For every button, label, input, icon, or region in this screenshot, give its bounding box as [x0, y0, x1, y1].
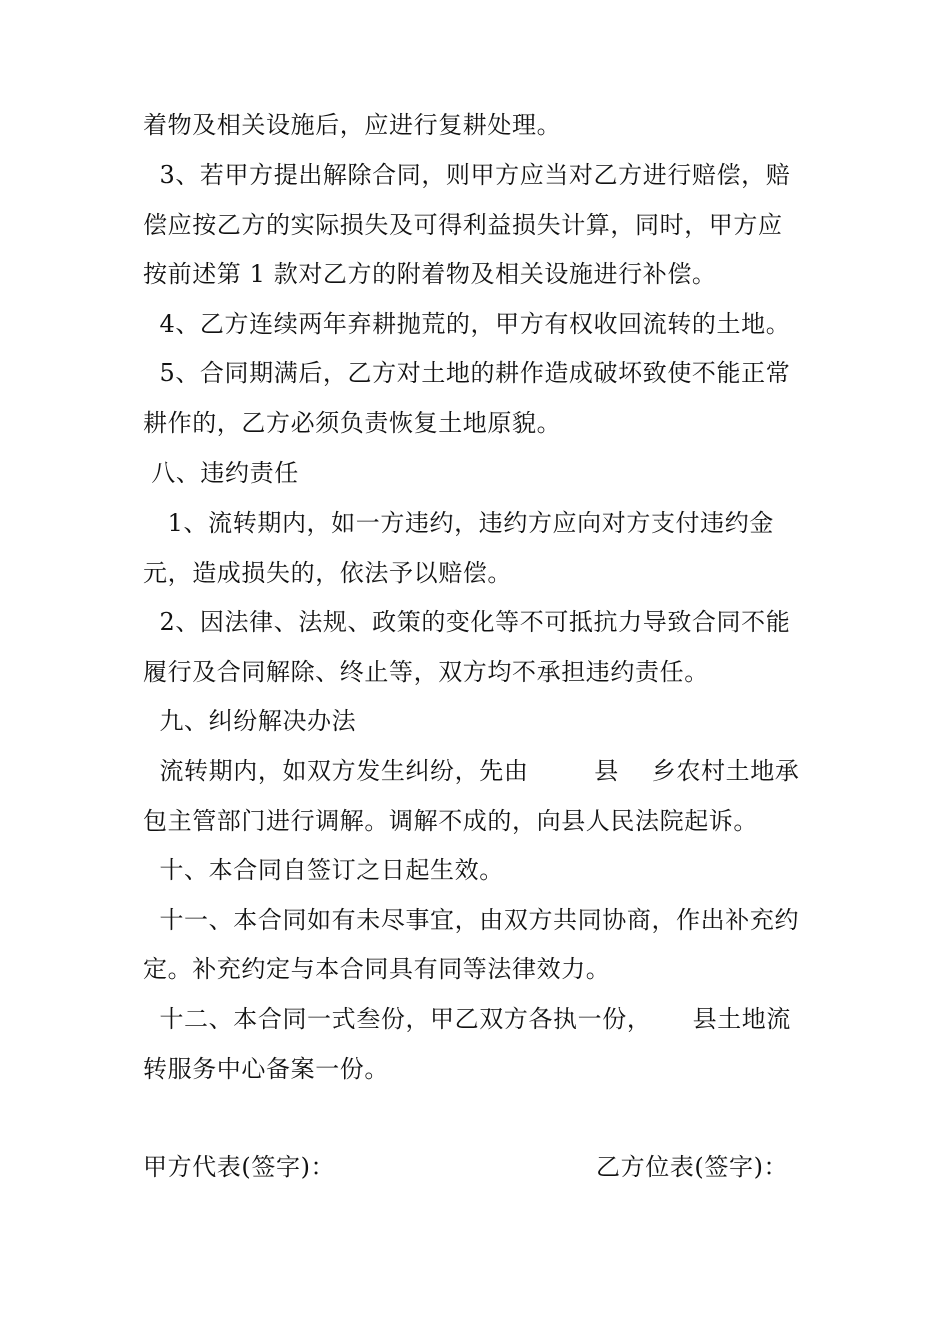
- party-a-signature-label: 甲方代表(签字)：: [143, 1153, 336, 1181]
- paragraph-line: 3、若甲方提出解除合同，则甲方应当对乙方进行赔偿，赔: [143, 161, 791, 189]
- section-heading: 九、纠纷解决办法: [143, 707, 357, 735]
- paragraph-line: 十一、本合同如有未尽事宜，由双方共同协商，作出补充约: [143, 906, 800, 934]
- paragraph-line: 耕作的，乙方必须负责恢复土地原貌。: [143, 409, 562, 437]
- paragraph-line: 1、流转期内，如一方违约，违约方应向对方支付违约金: [143, 509, 774, 537]
- section-heading: 八、违约责任: [143, 459, 299, 487]
- paragraph-line: 4、乙方连续两年弃耕抛荒的，甲方有权收回流转的土地。: [143, 310, 791, 338]
- paragraph-line: 流转期内，如双方发生纠纷，先由 县 乡农村土地承: [143, 757, 800, 785]
- paragraph-line: 履行及合同解除、终止等，双方均不承担违约责任。: [143, 658, 709, 686]
- paragraph-line: 着物及相关设施后，应进行复耕处理。: [143, 111, 562, 139]
- party-b-signature-label: 乙方位表(签字)：: [596, 1153, 789, 1181]
- paragraph-line: 十二、本合同一式叁份，甲乙双方各执一份， 县土地流: [143, 1005, 792, 1033]
- paragraph-line: 十、本合同自签订之日起生效。: [143, 856, 504, 884]
- paragraph-line: 转服务中心备案一份。: [143, 1055, 389, 1083]
- paragraph-line: 元，造成损失的，依法予以赔偿。: [143, 559, 512, 587]
- paragraph-line: 5、合同期满后，乙方对土地的耕作造成破坏致使不能正常: [143, 359, 791, 387]
- paragraph-line: 2、因法律、法规、政策的变化等不可抵抗力导致合同不能: [143, 608, 791, 636]
- paragraph-line: 按前述第 1 款对乙方的附着物及相关设施进行补偿。: [143, 260, 717, 288]
- paragraph-line: 偿应按乙方的实际损失及可得利益损失计算，同时，甲方应: [143, 211, 783, 239]
- paragraph-line: 包主管部门进行调解。调解不成的，向县人民法院起诉。: [143, 807, 758, 835]
- paragraph-line: 定。补充约定与本合同具有同等法律效力。: [143, 955, 611, 983]
